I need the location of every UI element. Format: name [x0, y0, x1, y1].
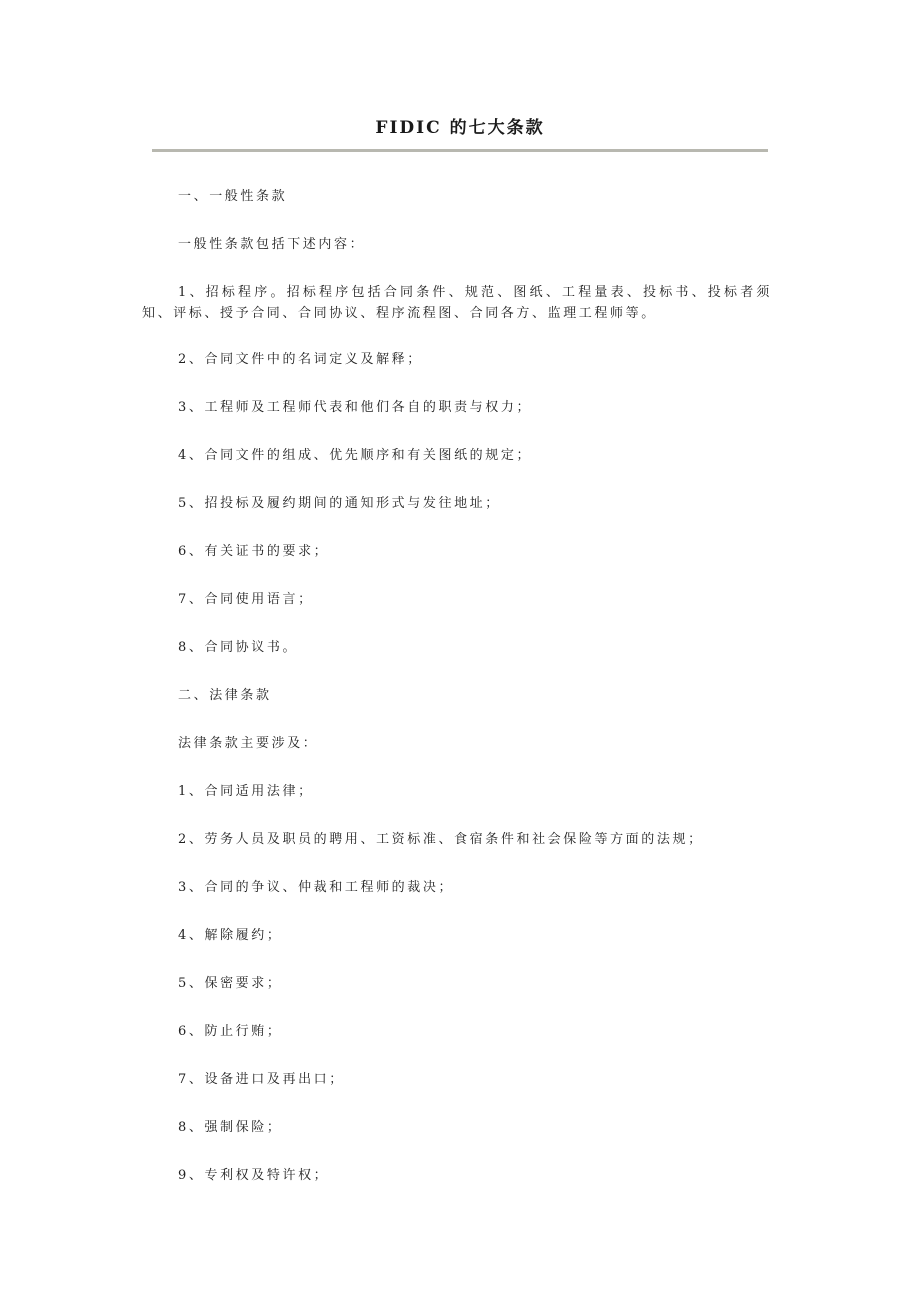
general-item-2: 2、合同文件中的名词定义及解释； — [178, 352, 423, 367]
section-heading-legal: 二、法律条款 — [178, 688, 272, 703]
general-item-7: 7、合同使用语言； — [178, 592, 314, 607]
page-title: FIDIC 的七大条款 — [375, 118, 545, 138]
general-item-5: 5、招投标及履约期间的通知形式与发往地址； — [178, 496, 501, 511]
general-item-8: 8、合同协议书。 — [178, 640, 299, 655]
legal-item-6: 6、防止行贿； — [178, 1024, 283, 1039]
section-heading-general: 一、一般性条款 — [178, 189, 288, 204]
title-divider — [152, 149, 768, 152]
general-item-1: 1、招标程序。招标程序包括合同条件、规范、图纸、工程量表、投标书、投标者须知、评标、授予合同、合同协议、程序流程图、合同各方、监理工程师等。 — [142, 285, 772, 321]
legal-intro: 法律条款主要涉及： — [178, 736, 319, 751]
legal-item-8: 8、强制保险； — [178, 1120, 283, 1135]
general-intro: 一般性条款包括下述内容： — [178, 237, 366, 252]
document-body — [142, 186, 772, 1213]
legal-item-3: 3、合同的争议、仲裁和工程师的裁决； — [178, 880, 455, 895]
general-item-4: 4、合同文件的组成、优先顺序和有关图纸的规定； — [178, 448, 533, 463]
general-item-6: 6、有关证书的要求； — [178, 544, 330, 559]
legal-item-5: 5、保密要求； — [178, 976, 283, 991]
legal-item-4: 4、解除履约； — [178, 928, 283, 943]
legal-item-1: 1、合同适用法律； — [178, 784, 314, 799]
general-item-3: 3、工程师及工程师代表和他们各自的职责与权力； — [178, 400, 533, 415]
legal-item-7: 7、设备进口及再出口； — [178, 1072, 345, 1087]
legal-item-2: 2、劳务人员及职员的聘用、工资标准、食宿条件和社会保险等方面的法规； — [178, 832, 704, 847]
legal-item-9: 9、专利权及特许权； — [178, 1168, 330, 1183]
